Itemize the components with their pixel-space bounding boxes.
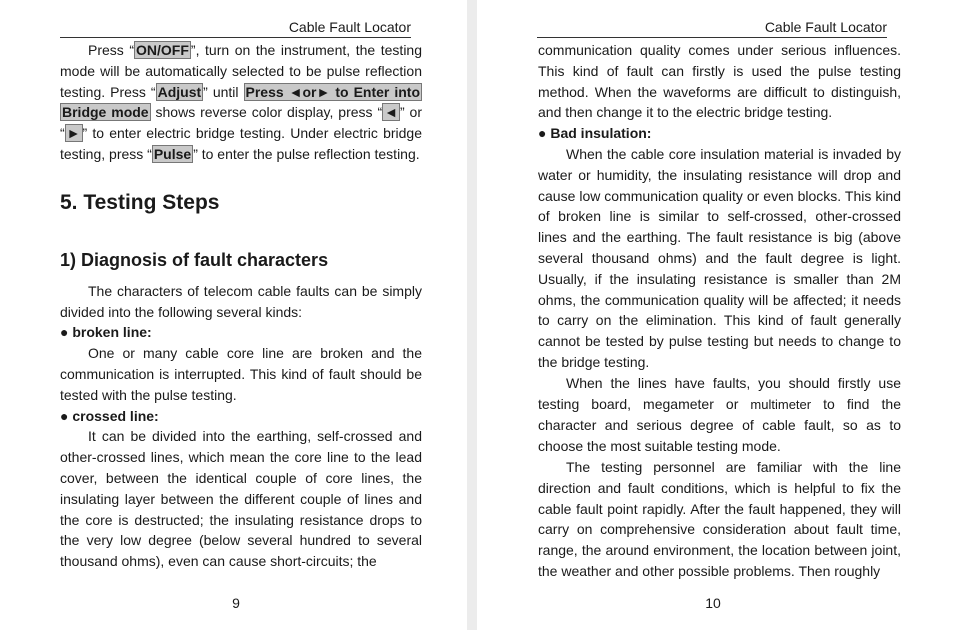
text-run: shows reverse color display, press “ xyxy=(150,104,383,121)
page-number: 10 xyxy=(705,595,721,611)
text-run: ” until xyxy=(203,83,244,100)
instruction-paragraph xyxy=(60,40,422,165)
page-header: Cable Fault Locator xyxy=(537,19,887,38)
bad-insulation-paragraph: When the cable core insulation material is invaded by water or humidity, the insulating resistance will drop and cause low communication quality or even blocks. This kind of broken line is similar to self-crossed, other-crossed lines and the earthing. The fault resistance is big (above several thousand ohms) and the fault degree is light. Usually, if the insulating resistance is smaller than 2M ohms, the communication quality will be affected; it needs to carry on the elimination. This kind of fault generally cannot be tested by pulse testing but needs to change to the bridge testing. xyxy=(538,145,901,370)
bullet-bad-insulation: ● Bad insulation: xyxy=(538,125,652,142)
key-pulse: Pulse xyxy=(153,145,192,162)
right-page xyxy=(477,0,955,630)
continued-paragraph: communication quality comes under serious influences. This kind of fault can firstly is used the pulse testing method. When the waveforms are difficult to distinguish, and then change it to the electric bridge testing. xyxy=(538,42,901,121)
text-run: When the lines have faults, you should firstly use testing board, megameter or xyxy=(538,374,901,412)
page-header: Cable Fault Locator xyxy=(60,19,411,38)
key-adjust: Adjust xyxy=(157,83,202,100)
page-number: 9 xyxy=(232,595,240,611)
page-content xyxy=(538,40,901,582)
text-run-small: multimeter xyxy=(750,396,812,412)
subsection-heading: 1) Diagnosis of fault characters xyxy=(60,249,329,270)
crossed-line-paragraph: It can be divided into the earthing, self-crossed and other-crossed lines, which mean the core line to the lead cover, between the identical couple of core lines, the insulating layer between the different couple of lines and the core is destructed; the insulating resistance drops to the very low degree (below several hundred to several thousand ohms), even can cause short-circuits; the xyxy=(60,428,422,570)
left-page xyxy=(0,0,467,630)
text-run: ”, turn on the instrument, the testing mode will be automatically selected to be pulse reflection testing. Press “ xyxy=(60,42,422,100)
key-right-arrow: ► xyxy=(66,125,81,142)
personnel-paragraph: The testing personnel are familiar with the line direction and fault conditions, which is helpful to fix the cable fault point rapidly. After the fault happened, they will carry on comprehensive consideration about fault time, range, the around environment, the location between joint, the weather and other possible problems. Then roughly xyxy=(538,458,901,579)
intro-paragraph: The characters of telecom cable faults can be simply divided into the following several kinds: xyxy=(60,282,422,320)
broken-line-paragraph: One or many cable core line are broken and the communication is interrupted. This kind of fault should be tested with the pulse testing. xyxy=(60,345,422,403)
faults-paragraph xyxy=(538,373,901,457)
text-run: to find the character and serious degree of cable fault, so as to choose the most suitable testing mode. xyxy=(538,395,901,455)
key-left-arrow: ◄ xyxy=(384,104,398,121)
section-heading: 5. Testing Steps xyxy=(60,190,220,214)
bullet-broken-line: ● broken line: xyxy=(60,324,152,341)
key-on-off: ON/OFF xyxy=(136,42,189,58)
screen-option-bridge-mode-cont: Bridge mode xyxy=(62,104,149,121)
text-run: ” to enter electric bridge testing. Under electric bridge testing, press “ xyxy=(60,125,422,162)
screen-option-bridge-mode: Press ◄or► to Enter into xyxy=(245,83,421,100)
text-run: ” to enter the pulse reflection testing. xyxy=(193,145,420,162)
bullet-crossed-line: ● crossed line: xyxy=(60,407,159,424)
text-run: ” or “ xyxy=(60,104,422,142)
text-run: Press “ xyxy=(88,42,135,58)
page-content xyxy=(60,40,422,572)
